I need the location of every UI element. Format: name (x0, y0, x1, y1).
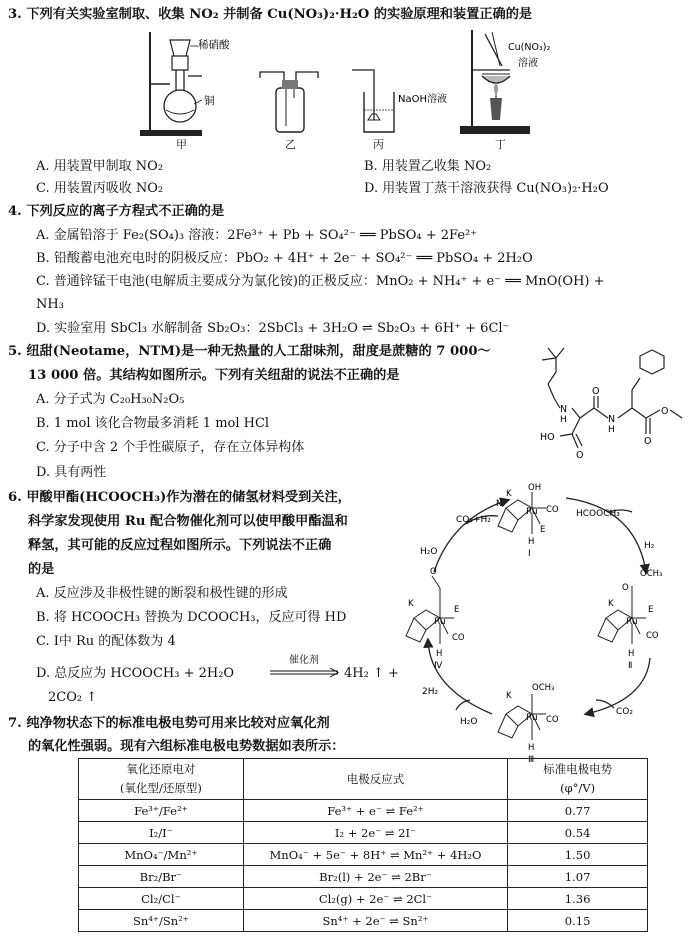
q4-option-a: A. 金属铅溶于 Fe₂(SO₄)₃ 溶液：2Fe³⁺ + Pb + SO₄²⁻ ══ PbSO₄ + 2Fe²⁺ (36, 228, 478, 243)
q4-option-c-line1: C. 普通锌锰干电池(电解质主要成分为氯化铵)的正极反应：MnO₂ + NH₄⁺ + e⁻ ══ MnO(OH) + (36, 274, 605, 289)
header-potential-line1: 标准电极电势 (543, 762, 613, 776)
complex-i-oh: OH (528, 483, 542, 493)
cell-equation: Br₂(l) + 2e⁻ ⇌ 2Br⁻ (243, 866, 507, 888)
complex-iii-label: Ⅲ (528, 755, 535, 764)
complex-iv-k: K (408, 599, 414, 609)
caption-jia: 甲 (176, 138, 187, 151)
header-couple-line2: (氧化型/还原型) (119, 781, 202, 795)
cell-potential: 1.07 (508, 866, 648, 888)
q7-stem-line2: 的氧化性强弱。现有六组标准电极电势数据如表所示： (28, 739, 345, 754)
cell-couple: Br₂/Br⁻ (79, 866, 244, 888)
cell-couple: Sn⁴⁺/Sn²⁺ (79, 910, 244, 932)
complex-ii-co: CO (646, 631, 659, 641)
apparatus-yi (260, 72, 318, 132)
neotame-o1: O (592, 386, 600, 397)
complex-iii-ru: Ru (526, 713, 538, 723)
q3-apparatus-figure (130, 26, 550, 144)
complex-i-label: Ⅰ (528, 549, 531, 559)
apparatus-bing (352, 70, 394, 132)
q5-option-b: B. 1 mol 该化合物最多消耗 1 mol HCl (36, 416, 270, 431)
cell-potential: 1.36 (508, 888, 648, 910)
complex-i-e: E (540, 525, 546, 535)
q6-option-d-line1: D. 总反应为 HCOOCH₃ + 2H₂O (36, 666, 235, 681)
header-equation: 电极反应式 (243, 759, 507, 800)
q6-reaction-arrow (268, 668, 340, 678)
cell-couple: I₂/I⁻ (79, 822, 244, 844)
q7-stem-line1: 7. 纯净物状态下的标准电极电势可用来比较对应氧化剂 (8, 716, 330, 731)
complex-ii-och3: OCH₃ (640, 569, 663, 579)
cell-couple: Fe³⁺/Fe²⁺ (79, 800, 244, 822)
neotame-n1: N (560, 404, 568, 415)
q6-option-b: B. 将 HCOOCH₃ 替换为 DCOOCH₃，反应可得 HD (36, 610, 347, 625)
complex-i-co: CO (546, 505, 559, 515)
header-potential-line2: (φ°/V) (560, 781, 596, 795)
cell-potential: 0.15 (508, 910, 648, 932)
cycle-h2o-bottom: H₂O (460, 717, 478, 727)
catalytic-cycle-diagram (400, 478, 690, 764)
q3-option-b: B. 用装置乙收集 NO₂ (364, 159, 492, 174)
label-cu-no3: Cu(NO₃)₂ (508, 42, 550, 53)
caption-yi: 乙 (285, 138, 296, 151)
cell-equation: I₂ + 2e⁻ ⇌ 2I⁻ (243, 822, 507, 844)
q6-option-c: C. Ⅰ中 Ru 的配体数为 4 (36, 634, 176, 649)
q5-option-c: C. 分子中含 2 个手性碳原子，存在立体异构体 (36, 440, 305, 455)
q6-option-d-line3: 2CO₂ ↑ (48, 690, 98, 705)
label-copper: 铜 (204, 95, 215, 107)
q5-stem-line1: 5. 纽甜(Neotame，NTM)是一种无热量的人工甜味剂，甜度是蔗糖的 7 000～ (8, 344, 491, 359)
complex-iv-o: O (430, 567, 437, 577)
q6-stem-line4: 的是 (28, 562, 55, 577)
complex-i-n: N (496, 499, 503, 509)
complex-iv-e: E (454, 605, 460, 615)
q4-stem: 4. 下列反应的离子方程式不正确的是 (8, 204, 225, 219)
complex-iv-h: H (436, 649, 443, 659)
cell-equation: Cl₂(g) + 2e⁻ ⇌ 2Cl⁻ (243, 888, 507, 910)
table-row (79, 888, 648, 910)
table-header-row (79, 759, 648, 800)
complex-iii-k: K (506, 691, 512, 701)
q4-option-d: D. 实验室用 SbCl₃ 水解制备 Sb₂O₃：2SbCl₃ + 3H₂O ⇌ Sb₂O₃ + 6H⁺ + 6Cl⁻ (36, 321, 510, 336)
cycle-h2: H₂ (644, 541, 655, 551)
cell-potential: 1.50 (508, 844, 648, 866)
label-solution: 溶液 (518, 58, 538, 69)
complex-iii-h: H (528, 743, 535, 753)
cell-couple: MnO₄⁻/Mn²⁺ (79, 844, 244, 866)
table-row (79, 844, 648, 866)
q3-stem: 3. 下列有关实验室制取、收集 NO₂ 并制备 Cu(NO₃)₂·H₂O 的实验原理和装置正确的是 (8, 7, 533, 22)
cycle-h2o-top: H₂O (420, 547, 438, 557)
cell-equation: MnO₄⁻ + 5e⁻ + 8H⁺ ⇌ Mn²⁺ + 4H₂O (243, 844, 507, 866)
apparatus-jia (140, 32, 202, 136)
q3-option-a: A. 用装置甲制取 NO₂ (36, 159, 164, 174)
cell-equation: Fe³⁺ + e⁻ ⇌ Fe²⁺ (243, 800, 507, 822)
cell-potential: 0.77 (508, 800, 648, 822)
q5-stem-line2: 13 000 倍。其结构如图所示。下列有关纽甜的说法不正确的是 (28, 368, 400, 383)
label-naoh: NaOH溶液 (398, 94, 447, 105)
cycle-co2: CO₂ (616, 707, 633, 717)
complex-iii-co: CO (546, 715, 559, 725)
complex-iii-och3: OCH₃ (532, 683, 555, 693)
complex-ii-k: K (608, 599, 614, 609)
neotame-ho: HO (540, 432, 555, 443)
complex-i-ru: Ru (526, 507, 538, 517)
header-potential (508, 759, 648, 800)
cell-couple: Cl₂/Cl⁻ (79, 888, 244, 910)
neotame-h1: H (560, 415, 567, 425)
neotame-h2: H (608, 425, 615, 435)
header-couple (79, 759, 244, 800)
cell-potential: 0.54 (508, 822, 648, 844)
complex-ii-o: O (622, 583, 629, 593)
q4-option-c-line2: NH₃ (36, 297, 64, 312)
q6-stem-line3: 释氢，其可能的反应过程如图所示。下列说法不正确 (28, 538, 332, 553)
neotame-o4: O (576, 450, 584, 461)
table-row (79, 910, 648, 932)
q3-option-c: C. 用装置丙吸收 NO₂ (36, 181, 164, 196)
q5-option-a: A. 分子式为 C₂₀H₃₀N₂O₅ (36, 392, 185, 407)
complex-iv-co: CO (452, 633, 465, 643)
caption-bing: 丙 (373, 138, 384, 151)
complex-iv-label: Ⅳ (434, 661, 443, 671)
table-row (79, 800, 648, 822)
neotame-structure (520, 342, 688, 466)
caption-ding: 丁 (495, 138, 506, 151)
complex-ii-h: H (628, 649, 635, 659)
q6-catalyst-label: 催化剂 (289, 655, 319, 666)
complex-iv-ru: Ru (434, 617, 446, 627)
electrode-potential-table (78, 758, 648, 932)
complex-ii-ru: Ru (626, 617, 638, 627)
q4-option-b: B. 铅酸蓄电池充电时的阴极反应：PbO₂ + 4H⁺ + 2e⁻ + SO₄²⁻ ══ PbSO₄ + 2H₂O (36, 251, 533, 266)
neotame-o2: O (644, 436, 652, 447)
neotame-o3: O (661, 406, 669, 417)
complex-i-k: K (506, 489, 512, 499)
q6-option-a: A. 反应涉及非极性键的断裂和极性键的形成 (36, 586, 288, 601)
q6-stem-line1: 6. 甲酸甲酯(HCOOCH₃)作为潜在的储氢材料受到关注， (8, 490, 351, 505)
cycle-hcooch3: HCOOCH₃ (576, 509, 620, 519)
neotame-n2: N (608, 414, 616, 425)
complex-i-h: H (528, 537, 535, 547)
q6-option-d-line2: 4H₂ ↑ + (344, 666, 399, 681)
cycle-co2-h2: CO₂+H₂ (456, 515, 491, 525)
q6-stem-line2: 科学家发现使用 Ru 配合物催化剂可以使甲酸甲酯温和 (28, 514, 348, 529)
table-row (79, 866, 648, 888)
cell-equation: Sn⁴⁺ + 2e⁻ ⇌ Sn²⁺ (243, 910, 507, 932)
q5-option-d: D. 具有两性 (36, 465, 107, 480)
q3-option-d: D. 用装置丁蒸干溶液获得 Cu(NO₃)₂·H₂O (364, 181, 609, 196)
complex-ii-label: Ⅱ (628, 661, 633, 671)
table-row (79, 822, 648, 844)
complex-ii-e: E (648, 605, 654, 615)
label-dilute-acid: 稀硝酸 (198, 39, 230, 51)
header-couple-line1: 氧化还原电对 (126, 762, 196, 776)
cycle-2h2: 2H₂ (422, 687, 439, 697)
